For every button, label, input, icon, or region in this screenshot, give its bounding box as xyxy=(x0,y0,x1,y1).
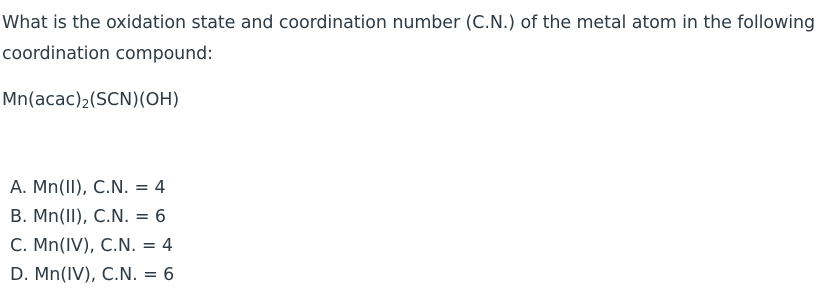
answer-options xyxy=(10,174,174,290)
question-text: What is the oxidation state and coordination number (C.N.) of the metal atom in the following coordination compound: xyxy=(2,13,815,64)
compound-formula xyxy=(2,86,179,114)
formula-subscript: 2 xyxy=(81,97,90,111)
option-c[interactable]: C. Mn(IV), C.N. = 4 xyxy=(10,236,173,256)
formula-suffix: (SCN)(OH) xyxy=(89,90,180,110)
option-b[interactable]: B. Mn(II), C.N. = 6 xyxy=(10,207,166,227)
option-a[interactable]: A. Mn(II), C.N. = 4 xyxy=(10,178,166,198)
option-d[interactable]: D. Mn(IV), C.N. = 6 xyxy=(10,265,175,285)
formula-prefix: Mn(acac) xyxy=(2,90,82,110)
